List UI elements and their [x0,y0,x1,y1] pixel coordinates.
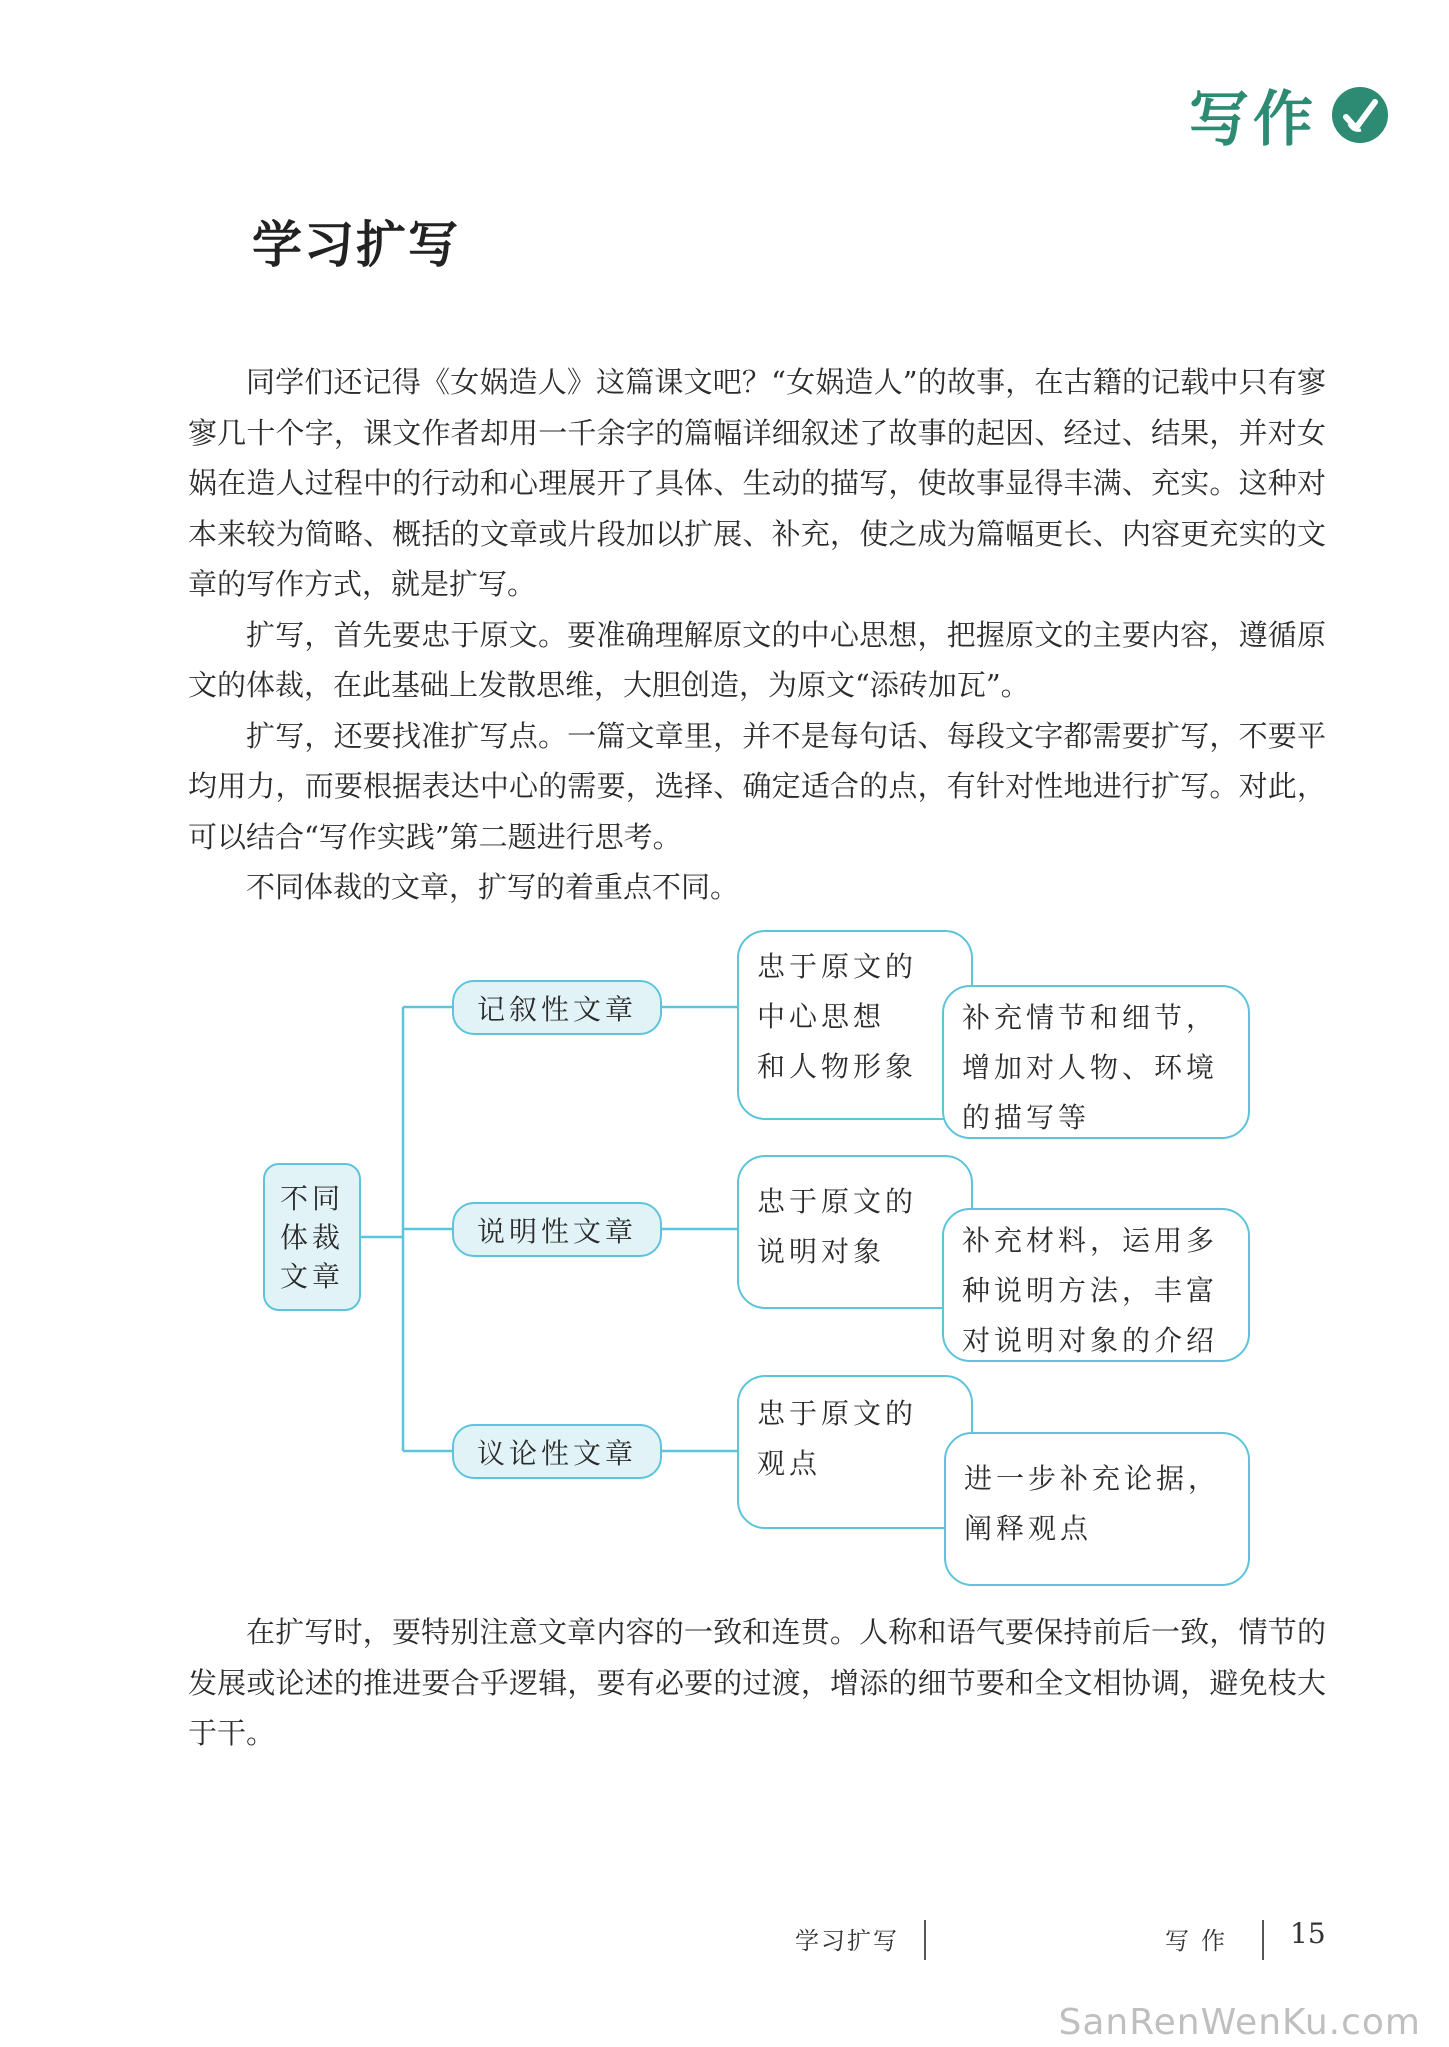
page-number: 15 [1290,1917,1326,1950]
card-line: 阐释观点 [964,1512,1093,1545]
card-line: 中心思想 [757,1000,886,1033]
root-line: 文章 [279,1259,344,1293]
genre-expository: 说明性文章 [452,1202,662,1257]
page-title: 学习扩写 [252,216,460,274]
watermark: SanRenWenKu.com [1058,2002,1421,2043]
paragraph: 同学们还记得《女娲造人》这篇课文吧？“女娲造人”的故事，在古籍的记载中只有寥寥几十个字，课文作者却用一千余字的篇幅详细叙述了故事的起因、经过、结果，并对女娲在造人过程中的行动和心理展开了具体、生动的描写，使故事显得丰满、充实。这种对本来较为简略、概括的文章或片段加以扩展、补充，使之成为篇幅更长、内容更充实的文章的写作方式，就是扩写。 [188,365,1326,601]
card-line: 观点 [757,1447,822,1480]
footer-divider [924,1920,926,1960]
footer-section: 写作 [1165,1927,1237,1955]
card-line: 忠于原文的 [757,1185,918,1218]
method-narrative [942,985,1250,1139]
genre-narrative: 记叙性文章 [452,980,662,1035]
card-line: 补充情节和细节， [962,1001,1219,1034]
card-line: 增加对人物、环境 [962,1051,1219,1084]
card-line: 和人物形象 [757,1050,918,1083]
method-expository [942,1208,1250,1362]
card-line: 的描写等 [962,1101,1091,1134]
principle-expository [737,1155,973,1309]
footer-divider [1262,1920,1264,1960]
closing-text [188,1607,1326,1759]
section-label: 写作 [1189,85,1317,155]
paragraph: 不同体裁的文章，扩写的着重点不同。 [246,870,740,904]
card-line: 忠于原文的 [757,1397,918,1430]
card-line: 说明对象 [757,1235,886,1268]
footer-chapter: 学习扩写 [795,1927,899,1955]
principle-narrative [737,930,973,1120]
card-line: 忠于原文的 [757,950,918,983]
card-line: 种说明方法，丰富 [962,1274,1219,1307]
principle-argumentative [737,1375,973,1529]
root-line: 不同 [279,1181,344,1215]
section-header [1189,72,1391,158]
paragraph: 扩写，还要找准扩写点。一篇文章里，并不是每句话、每段文字都需要扩写，不要平均用力，而要根据表达中心的需要，选择、确定适合的点，有针对性地进行扩写。对此，可以结合“写作实践”第二题进行思考。 [188,718,1326,854]
diagram-root [263,1163,361,1311]
method-argumentative [944,1432,1250,1586]
genre-argumentative: 议论性文章 [452,1424,662,1479]
paragraph: 在扩写时，要特别注意文章内容的一致和连贯。人称和语气要保持前后一致，情节的发展或论述的推进要合乎逻辑，要有必要的过渡，增添的细节要和全文相协调，避免枝大于干。 [188,1615,1326,1750]
paragraph: 扩写，首先要忠于原文。要准确理解原文的中心思想，把握原文的主要内容，遵循原文的体裁，在此基础上发散思维，大胆创造，为原文“添砖加瓦”。 [188,617,1326,702]
card-line: 对说明对象的介绍 [962,1324,1219,1357]
card-line: 进一步补充论据， [964,1462,1221,1495]
card-line: 补充材料，运用多 [962,1224,1219,1257]
root-line: 体裁 [279,1220,344,1254]
intro-text [188,357,1326,913]
pen-check-icon [1329,84,1391,146]
